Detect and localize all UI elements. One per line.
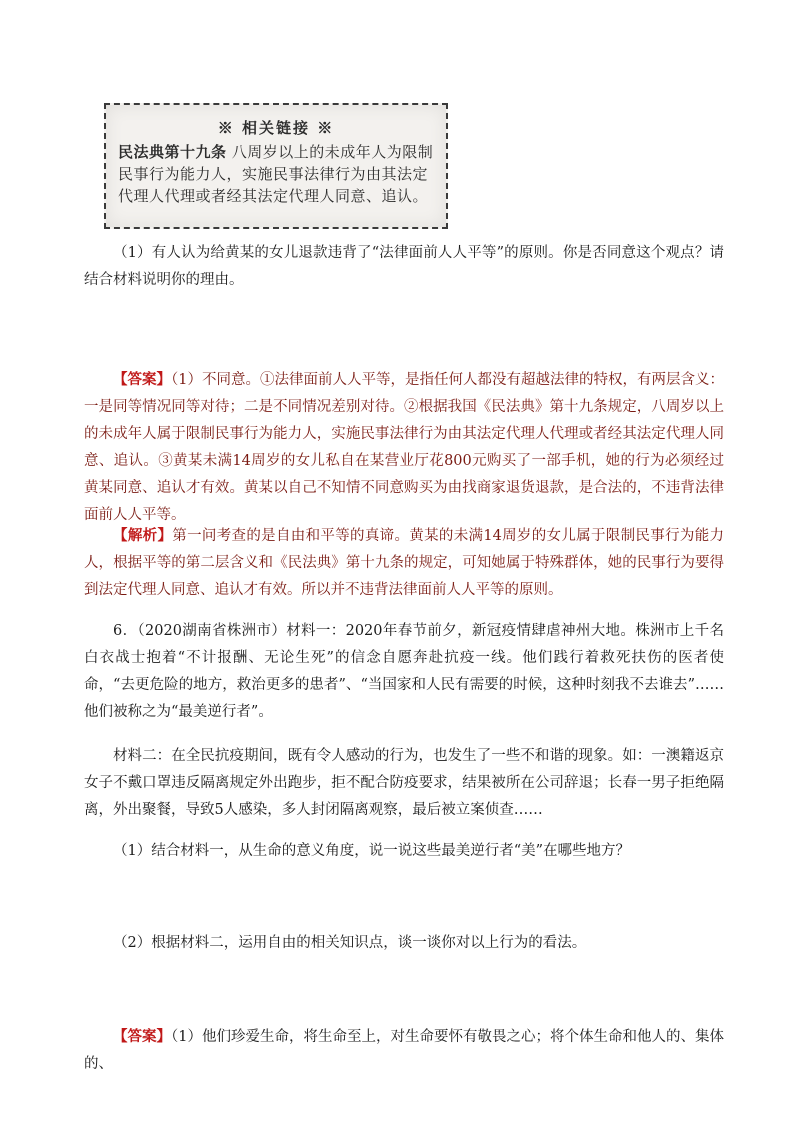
analysis-tag: 【解析】: [113, 527, 173, 544]
answer-6-tag: 【答案】: [113, 1028, 172, 1045]
link-box-body: 八周岁以上的未成年人为限制民事行为能力人，实施民事法律行为由其法定代理人代理或者经其法定代理人同意、追认。: [118, 143, 434, 205]
analysis-1-text: 第一问考查的是自由和平等的真谛。黄某的未满14周岁的女儿属于限制民事行为能力人，根据平等的第二层含义和《民法典》第十九条的规定，可知她属于特殊群体，她的民事行为要得到法定代理人同意、追认才有效。所以并不违背法律面前人人平等的原则。: [84, 528, 725, 598]
answer-6-text: （1）他们珍爱生命，将生命至上，对生命要怀有敬畏之心；将个体生命和他人的、集体的、: [84, 1029, 725, 1072]
link-box-lead: 民法典第十九条: [118, 143, 227, 161]
answer-6: [84, 1023, 724, 1078]
question-6-material-1: 6．（2020湖南省株洲市）材料一：2020年春节前夕，新冠疫情肆虐神州大地。株洲市上千名白衣战士抱着“不计报酬、无论生死”的信念自愿奔赴抗疫一线。他们践行着救死扶伤的医者使命，“去更危险的地方，救治更多的患者”、“当国家和人民有需要的时候，这种时刻我不去谁去”……他们被称之为“最美逆行者”。: [84, 623, 724, 720]
analysis-1: [84, 522, 724, 604]
question-6-sub-2: （2）根据材料二，运用自由的相关知识点，谈一谈你对以上行为的看法。: [113, 935, 587, 951]
link-box-title: ※ 相关链接 ※: [217, 119, 335, 137]
question-6-material-2: 材料二：在全民抗疫期间，既有令人感动的行为，也发生了一些不和谐的现象。如：一澳籍返京女子不戴口罩违反隔离规定外出跑步，拒不配合防疫要求，结果被所在公司辞退；长春一男子拒绝隔离，外出聚餐，导致5人感染，多人封闭隔离观察，最后被立案侦查……: [84, 748, 724, 818]
question-1: （1）有人认为给黄某的女儿退款违背了“法律面前人人平等”的原则。你是否同意这个观点？请结合材料说明你的理由。: [84, 245, 724, 288]
answer-1: [84, 366, 724, 529]
related-link-box: [104, 103, 448, 229]
answer-1-text: （1）不同意。①法律面前人人平等，是指任何人都没有超越法律的特权，有两层含义：一是同等情况同等对待；二是不同情况差别对待。②根据我国《民法典》第十九条规定，八周岁以上的未成年人属于限制民事行为能力人，实施民事法律行为由其法定代理人代理或者经其法定代理人同意、追认。③黄某未满14周岁的女儿私自在某营业厅花800元购买了一部手机，她的行为必须经过黄某同意、追认才有效。黄某以自己不知情不同意购买为由找商家退货退款，是合法的，不违背法律面前人人平等。: [84, 372, 725, 523]
answer-tag: 【答案】: [113, 371, 172, 388]
link-box-text: [118, 141, 436, 207]
question-6-sub-1: （1）结合材料一，从生命的意义角度，说一说这些最美逆行者“美”在哪些地方？: [113, 843, 631, 859]
